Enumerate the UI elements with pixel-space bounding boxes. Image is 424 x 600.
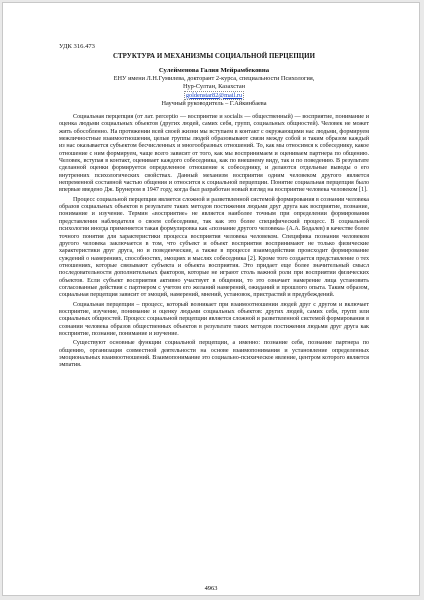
supervisor-line: Научный руководитель – Г.Айкинбаева xyxy=(161,99,267,107)
author-name: Сулейменова Галия Мейрамбековна xyxy=(158,67,270,74)
paragraph-4: Существуют основные функции социальной перцепции, а именно: познание себя, познание партнера по общению, организация совместной деятельности на основе взаимопонимания и установление определенных эмоциональных взаимоотношений. Взаимопонимание это социально-психическое явление, центром которого является эмпатия. xyxy=(59,340,369,369)
paragraph-1: Социальная перцепция (от лат. perceptio — восприятие и socialis — общественный) — восприятие, понимание и оценка людьми социальных объектов (других людей, самих себя, групп, социальных общностей). Человек не может жить обособленно. На протяжении всей своей жизни мы вступаем в контакт с окружающими нас людьми, формируем межличностные взаимоотношения, целые группы людей образовывают связи между собой и таким образом каждый из нас оказывается субъектом бесчисленных и многообразных отношений. То, как мы относимся к собеседнику, какое отношение с ним формируем, чаще всего зависит от того, как мы воспринимаем и оцениваем партнера по общению. Человек, вступая в контакт, оценивает каждого собеседника, как по внешнему виду, так и по поведению. В результате сделанной оценки формируется определенное отношение к собеседнику, и делаются отдельные выводы о его внутренних психологических свойствах. Данный механизм восприятия одним человеком другого является непременной составной частью общения и относится к социальной перцепции. Понятие социальная перцепция было впервые введено Дж. Брунером в 1947 году, когда был разработан новый взгляд на восприятие человека человеком [1]. xyxy=(59,114,369,194)
author-affiliation: ЕНУ имени Л.Н.Гумилева, докторант 2-курса, специальности Психология, xyxy=(113,75,315,83)
page-number: 4963 xyxy=(204,585,218,592)
author-block xyxy=(59,67,369,108)
document-page xyxy=(2,2,420,596)
article-body xyxy=(59,43,369,372)
paragraph-3: Социальная перцепция – процесс, который возникает при взаимоотношении людей друг с другом и включает восприятие, изучение, понимание и оценку людьми социальных объектов: других людей, самих себя, групп или социальных общностей. Процесс социальной перцепции является сложной и разветвленной системой формирования в сознании человека образов общественных объектов в результате таких методов постижения людьми друг друга как восприятие, познание, понимание и изучение. xyxy=(59,301,369,337)
author-city: Нур-Султан, Казахстан xyxy=(182,83,246,91)
article-title: СТРУКТУРА И МЕХАНИЗМЫ СОЦИАЛЬНОЙ ПЕРЦЕПЦИИ xyxy=(112,53,315,60)
udk-code: УДК 316.473 xyxy=(59,43,95,50)
paragraph-2: Процесс социальной перцепции является сложной и разветвленной системой формирования в сознании человека образов социальных объектов в результате таких методов постижения людьми друг друга как восприятие, познание, понимание и изучение. Термин «восприятие» не является наиболее точным при определении формирования представления наблюдателя о своем собеседнике, так как это более специфический процесс. В социальной психологии иногда применяется такая формулировка как «познание другого человека» (А.А. Бодалев) в качестве более точного понятия для характеристики процесса восприятия человека человеком. Специфика познания человеком другого человека заключается в том, что субъект и объект восприятия воспринимают не только физические характеристики друг друга, но и поведенческие, а также в процессе взаимодействия происходит формирование суждений о намерениях, способностях, эмоциях и мыслях собеседника [2]. Кроме того создается представление о тех отношениях, которые связывают субъекта и объекта восприятия. Это придает еще более значительный смысл последовательности дополнительных факторов, которые не играют столь важной роли при восприятии физических объектов. Если субъект восприятия активно участвует в общении, то это означает намерение лица установить согласованные действия с партнером с учетом его желаний намерений, ожиданий и прошлого опыта. Таким образом, социальная перцепция зависит от эмоций, намерений, мнений, установок, пристрастий и предубеждений. xyxy=(59,196,369,299)
author-email-link[interactable]: goldenstar82@mail.ru xyxy=(185,91,243,99)
